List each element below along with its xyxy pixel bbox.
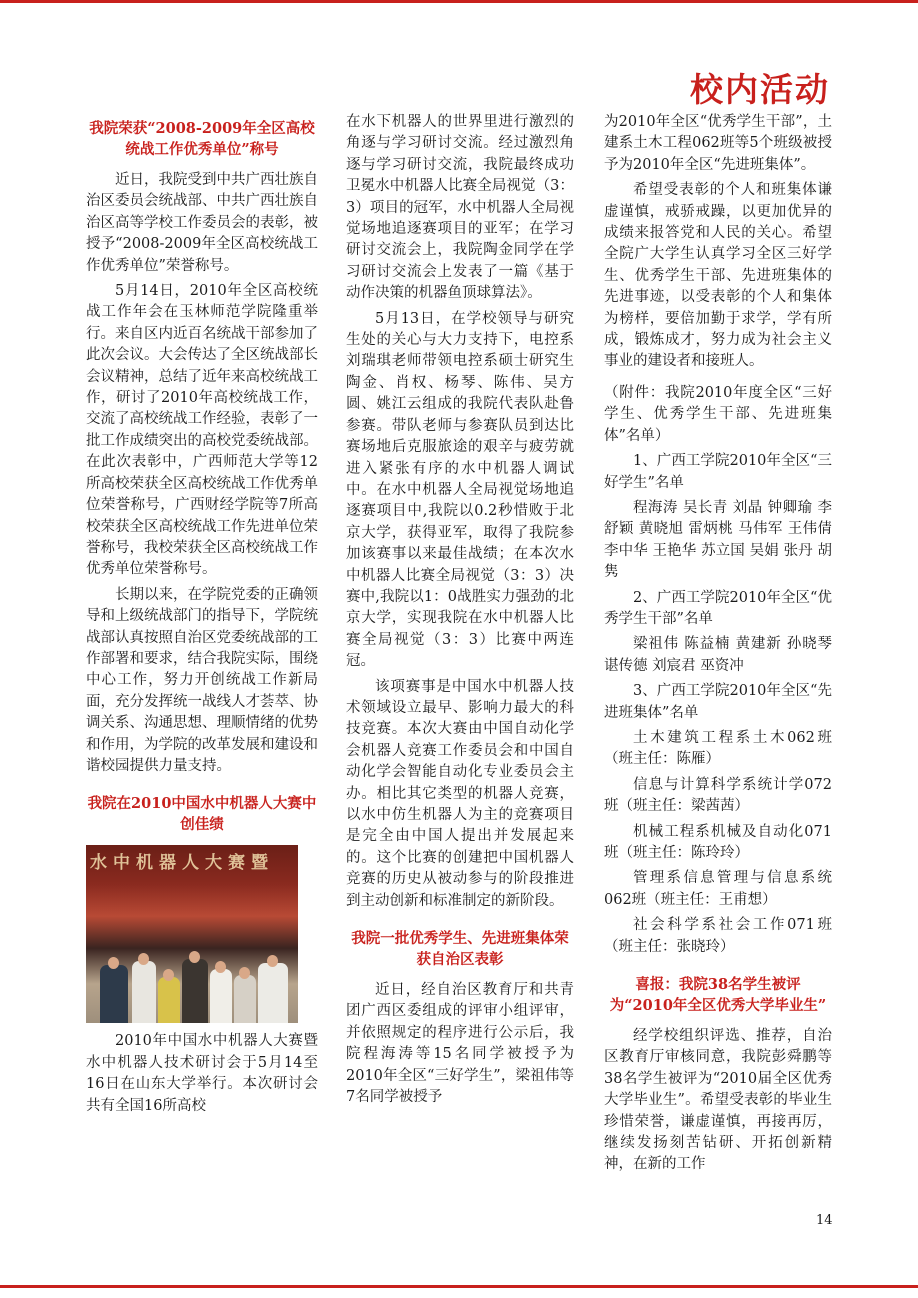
article-3-paragraph: 希望受表彰的个人和班集体谦虚谨慎，戒骄戒躁，以更加优异的成绩来报答党和人民的关心。希望全院广大学生认真学习全区三好学生、优秀学生干部、先进班集体的先进事迹，以受表彰的个人和集体为榜样，要倍加勤于求学，学有所成，锻炼成才，努力成为社会主义事业的建设者和接班人。 [604,182,832,370]
article-1-paragraph: 长期以来，在学院党委的正确领导和上级统战部门的指导下，学院统战部认真按照自治区党委统战部的工作部署和要求，结合我院实际，围绕中心工作，努力开创统战工作新局面，充分发挥统一战线人才荟萃、协调关系、沟通思想、理顺情绪的优势和作用，为学院的改革发展和建设和谐校园提供力量支持。 [86,586,318,774]
class-item: 管理系信息管理与信息系统062班（班主任：王甫想） [604,870,832,908]
photo-banner-text: 水中机器人大赛暨 [90,853,274,874]
top-rule [0,0,918,3]
article-2-paragraph: 该项赛事是中国水中机器人技术领域设立最早、影响力最大的科技竞赛。本次大赛由中国自动化学会机器人竞赛工作委员会和中国自动化学会智能自动化专业委员会主办。相比其它类型的机器人竞赛，以水中仿生机器人为主的竞赛项目是完全由中国人提出并发展起来的。这个比赛的创建把中国机器人竞赛的历史从被动参与的阶段推进到主动创新和标准制定的新阶段。 [346,678,574,909]
list-names: 梁祖伟 陈益楠 黄建新 孙晓琴 谌传德 刘宸君 巫资冲 [604,636,832,674]
article-3-title: 我院一批优秀学生、先进班集体荣获自治区表彰 [351,930,569,969]
class-item: 社会科学系社会工作071班（班主任：张晓玲） [604,917,832,955]
bottom-rule [0,1285,918,1288]
class-item: 信息与计算科学系统计学072班（班主任：梁茜茜） [604,776,832,815]
person-figure [132,961,156,1023]
page-number: 14 [816,1213,833,1228]
article-1-title: 我院荣获“2008-2009年全区高校统战工作优秀单位”称号 [89,120,315,158]
class-item: 土木建筑工程系土木062班（班主任：陈雁） [604,729,832,768]
list-title: 2、广西工学院2010年全区“优秀学生干部”名单 [604,589,832,627]
list-title: 1、广西工学院2010年全区“三好学生”名单 [604,453,832,491]
person-figure [258,963,288,1023]
person-figure [234,975,256,1023]
article-4-title: 喜报：我院38名学生被评为“2010年全区优秀大学毕业生” [609,976,827,1015]
person-figure [210,969,232,1023]
column-2 [346,112,574,1112]
person-figure [158,977,180,1023]
column-1 [86,112,318,1121]
article-3-paragraph: 近日，经自治区教育厅和共青团广西区委组成的评审小组评审，并依照规定的程序进行公示后，我院程海涛等15名同学被授予为2010年全区“三好学生”，梁祖伟等7名同学被授予 [346,982,574,1106]
column-3 [604,112,832,1180]
person-figure [100,965,128,1023]
section-title: 校内活动 [690,70,830,109]
article-4-paragraph: 经学校组织评选、推荐，自治区教育厅审核同意，我院彭舜鹏等38名学生被评为“2010届全区优秀大学毕业生”。希望受表彰的毕业生珍惜荣誉，谦虚谨慎，再接再厉，继续发扬刻苦钻研、开拓创新精神，在新的工作 [604,1028,832,1173]
article-2-paragraph: 5月13日，在学校领导与研究生处的关心与大力支持下，电控系刘瑞琪老师带领电控系硕士研究生陶金、肖权、杨琴、陈伟、吴方圆、姚江云组成的我院代表队赴鲁参赛。带队老师与参赛队员到达比赛场地后克服旅途的艰辛与疲劳就进入紧张有序的水中机器人调试中。在水中机器人全局视觉场地追逐赛项目中,我院以0.2秒惜败于北京大学，获得亚军，取得了我院参加该赛事以来最佳战绩；在本次水中机器人比赛全局视觉（3：3）决赛中,我院以1：0战胜实力强劲的北京大学，实现我院在水中机器人比赛全局视觉（3：3）比赛中两连冠。 [346,310,574,670]
class-item: 机械工程系机械及自动化071班（班主任：陈玲玲） [604,823,832,861]
article-2-paragraph: 在水下机器人的世界里进行激烈的角逐与学习研讨交流。经过激烈角逐与学习研讨交流，我院最终成功卫冕水中机器人比赛全局视觉（3：3）项目的冠军，水中机器人全局视觉场地追逐赛项目的亚军；在学习研讨交流会上，我院陶金同学在学习研讨交流会上发表了一篇《基于动作决策的机器鱼顶球算法》。 [346,114,574,302]
list-names: 程海涛 吴长青 刘晶 钟卿瑜 李舒颖 黄晓旭 雷炳桃 马伟军 王伟倩 李中华 王艳华 苏立国 吴娟 张丹 胡隽 [604,499,832,581]
article-2-title: 我院在2010中国水中机器人大赛中创佳绩 [87,795,317,834]
award-ceremony-photo [86,845,298,1023]
list-title: 3、广西工学院2010年全区“先进班集体”名单 [604,683,832,721]
article-1-paragraph: 5月14日，2010年全区高校统战工作年会在玉林师范学院隆重举行。来自区内近百名统战干部参加了此次会议。大会传达了全区统战部长会议精神，总结了近年来高校统战工作，研讨了2010年高校统战工作，交流了高校统战工作经验，表彰了一批工作成绩突出的高校党委统战部。在此次表彰中，广西师范大学等12所高校荣获全区高校统战工作优秀单位荣誉称号，广西财经学院等7所高校荣获全区高校统战工作先进单位荣誉称号，我校荣获全区高校统战工作优秀单位荣誉称号。 [86,283,318,578]
article-3-paragraph: 为2010年全区“优秀学生干部”，土建系土木工程062班等5个班级被授予为2010年全区“先进班集体”。 [604,114,832,173]
attachment-note: （附件：我院2010年度全区“三好学生、优秀学生干部、先进班集体”名单） [604,384,832,444]
article-1-paragraph: 近日，我院受到中共广西壮族自治区委员会统战部、中共广西壮族自治区高等学校工作委员会的表彰，被授予“2008-2009年全区高校统战工作优秀单位”荣誉称号。 [86,172,318,274]
article-2-paragraph: 2010年中国水中机器人大赛暨水中机器人技术研讨会于5月14至16日在山东大学举行。本次研讨会共有全国16所高校 [86,1033,318,1114]
person-figure [182,959,208,1023]
